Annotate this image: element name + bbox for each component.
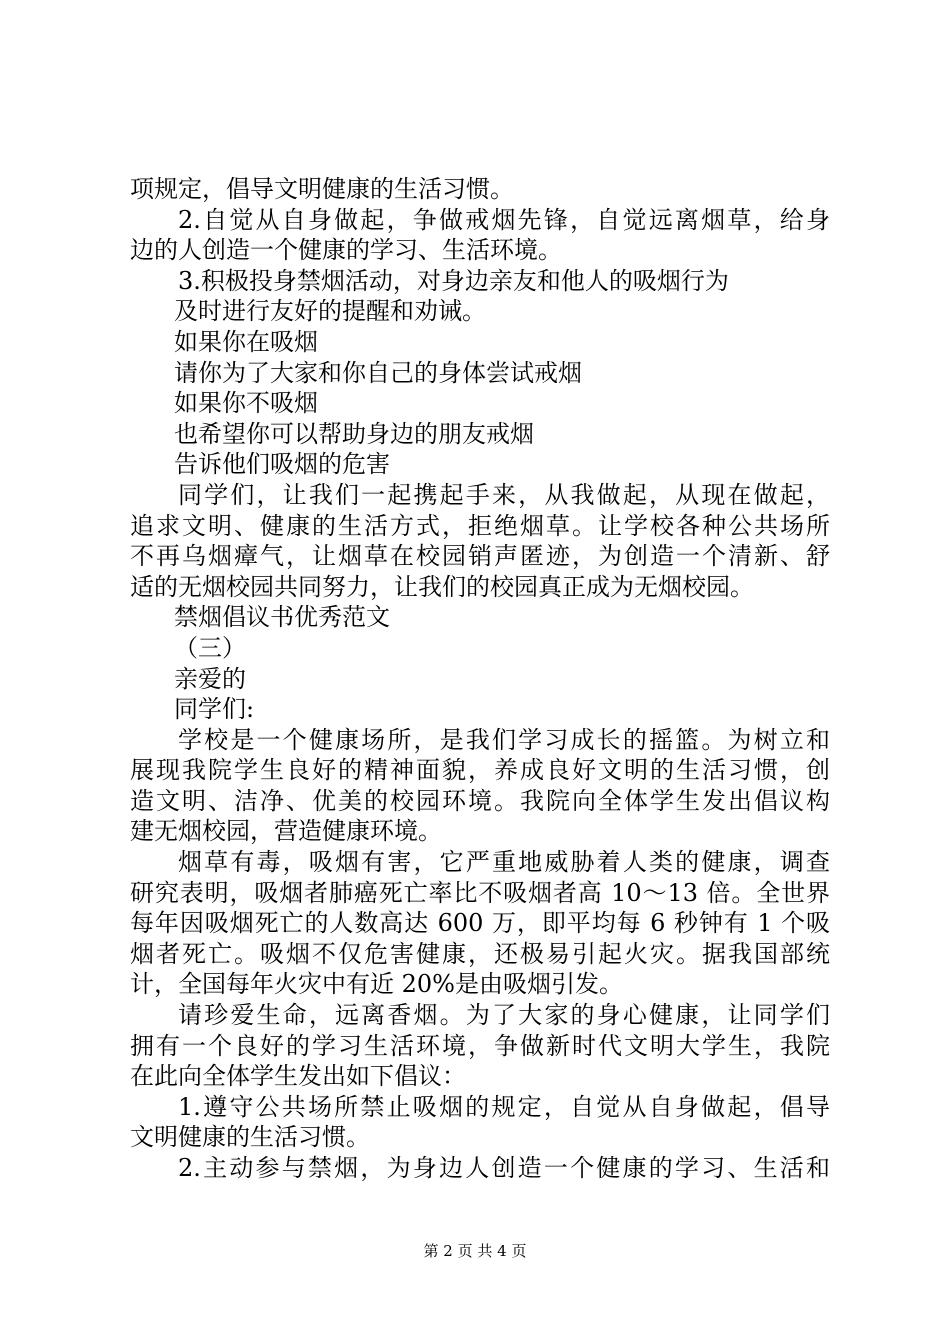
text-line: 学校是一个健康场所，是我们学习成长的摇篮。为树立和 (178, 725, 830, 754)
text-line: 拥有一个良好的学习生活环境，争做新时代文明大学生，我院 (130, 1031, 830, 1060)
text-line: 如果你在吸烟 (174, 327, 318, 356)
text-line: 每年因吸烟死亡的人数高达 600 万，即平均每 6 秒钟有 1 个吸 (130, 909, 830, 938)
text-line: 也希望你可以帮助身边的朋友戒烟 (174, 419, 534, 448)
text-line: 项规定，倡导文明健康的生活习惯。 (130, 175, 514, 203)
text-line: 及时进行友好的提醒和劝诫。 (174, 297, 486, 326)
text-line: 文明健康的生活习惯。 (130, 1123, 370, 1152)
page-number-footer: 第 2 页 共 4 页 (423, 1242, 527, 1260)
section-title: 禁烟倡议书优秀范文 (174, 603, 390, 632)
text-line: 同学们，让我们一起携起手来，从我做起，从现在做起， (178, 480, 830, 509)
text-line: 烟者死亡。吸烟不仅危害健康，还极易引起火灾。据我国部统 (130, 939, 830, 968)
text-line: 2.主动参与禁烟，为身边人创造一个健康的学习、生活和 (178, 1154, 830, 1182)
text-line: 如果你不吸烟 (174, 389, 318, 418)
text-line: 烟草有毒，吸烟有害，它严重地威胁着人类的健康，调查 (178, 848, 830, 877)
section-number: （三） (174, 633, 246, 662)
text-line: 3.积极投身禁烟活动，对身边亲友和他人的吸烟行为 (178, 266, 729, 295)
text-line: 1.遵守公共场所禁止吸烟的规定，自觉从自身做起，倡导 (178, 1092, 830, 1121)
text-line: 展现我院学生良好的精神面貌，养成良好文明的生活习惯，创 (130, 756, 830, 785)
text-line: 研究表明，吸烟者肺癌死亡率比不吸烟者高 10～13 倍。全世界 (130, 878, 830, 907)
text-line: 2.自觉从自身做起，争做戒烟先锋，自觉远离烟草，给身 (178, 205, 830, 234)
text-line: 建无烟校园，营造健康环境。 (130, 817, 442, 846)
text-line: 告诉他们吸烟的危害 (174, 450, 390, 479)
salutation-line: 亲爱的 (174, 664, 246, 693)
salutation-line: 同学们: (174, 695, 255, 724)
text-line: 请你为了大家和你自己的身体尝试戒烟 (174, 358, 582, 387)
text-line: 追求文明、健康的生活方式，拒绝烟草。让学校各种公共场所 (130, 511, 830, 540)
text-line: 在此向全体学生发出如下倡议： (130, 1062, 466, 1091)
document-body (130, 174, 830, 1184)
text-line: 计，全国每年火灾中有近 20%是由吸烟引发。 (130, 970, 623, 999)
text-line: 造文明、洁净、优美的校园环境。我院向全体学生发出倡议构 (130, 786, 830, 815)
text-line: 适的无烟校园共同努力，让我们的校园真正成为无烟校园。 (130, 572, 754, 601)
text-line: 请珍爱生命，远离香烟。为了大家的身心健康，让同学们 (178, 1001, 830, 1030)
text-line: 边的人创造一个健康的学习、生活环境。 (130, 236, 562, 265)
text-line: 不再乌烟瘴气，让烟草在校园销声匿迹，为创造一个清新、舒 (130, 542, 830, 571)
